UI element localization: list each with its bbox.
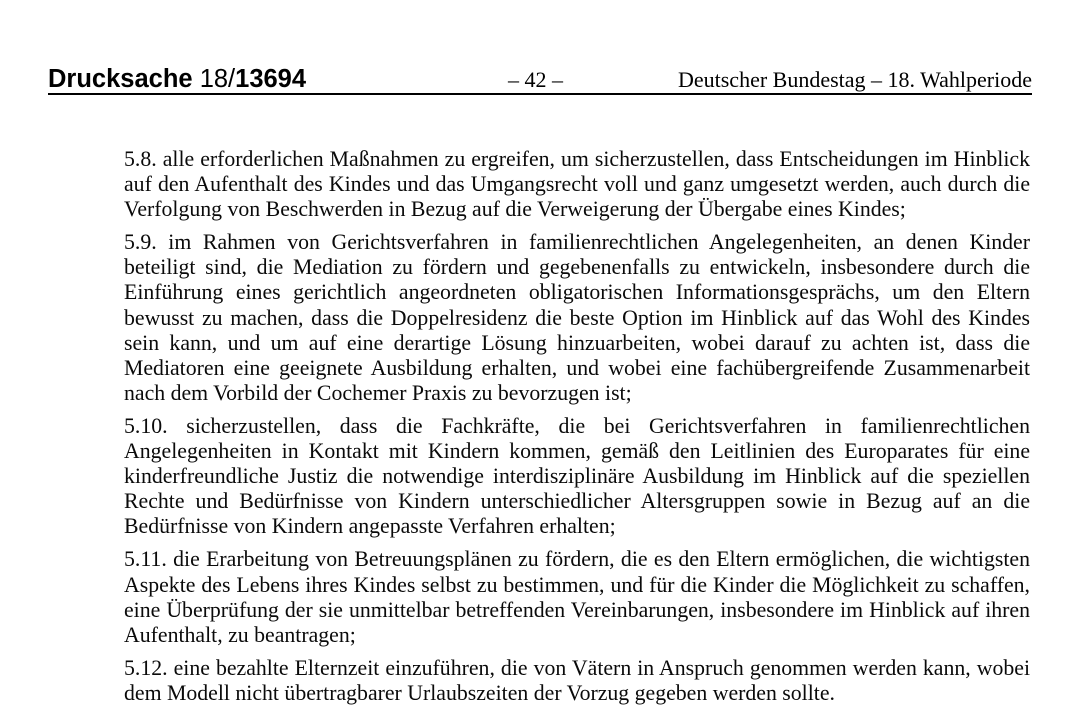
document-body	[124, 147, 1030, 706]
paragraph-line: 5.11. die Erarbeitung von Betreuungsplänen zu fördern, die es den Eltern ermöglichen, die wichtigsten	[124, 547, 1030, 572]
paragraph-line: Verfolgung von Beschwerden in Bezug auf die Verweigerung der Übergabe eines Kindes;	[124, 197, 906, 222]
paragraph-line: 5.8. alle erforderlichen Maßnahmen zu ergreifen, um sicherzustellen, dass Entscheidungen im Hinblick	[124, 147, 1030, 171]
document-label: Drucksache	[48, 65, 193, 93]
paragraph-line: nach dem Vorbild der Cochemer Praxis zu bevorzugen ist;	[124, 380, 632, 405]
paragraph-line: Mediatoren eine geeignete Ausbildung erhalten, und wobei eine fachübergreifende Zusammenarbeit	[124, 355, 1030, 380]
paragraph-5-12	[124, 656, 1030, 706]
paragraph-5-11	[124, 547, 1030, 647]
paragraph-5-8	[124, 147, 1030, 222]
paragraph-line: eine Überprüfung der sie unmittelbar betreffenden Vereinbarungen, insbesondere im Hinblick auf ihren	[124, 597, 1030, 622]
page-header	[48, 65, 1032, 94]
paragraph-line: 5.10. sicherzustellen, dass die Fachkräfte, die bei Gerichtsverfahren in familienrechtlichen	[124, 413, 1030, 438]
paragraph-line: Rechte und Bedürfnisse von Kindern unterschiedlicher Altersgruppen sowie in Bezug auf an die	[124, 489, 1030, 514]
paragraph-5-9	[124, 230, 1030, 406]
paragraph-line: dem Modell nicht übertragbarer Urlaubszeiten der Vorzug gegeben werden sollte.	[124, 680, 835, 705]
paragraph-line: Einführung eines gerichtlich angeordneten obligatorischen Informationsgesprächs, um den Eltern	[124, 280, 1030, 305]
parliament-period: Deutscher Bundestag – 18. Wahlperiode	[677, 67, 1032, 92]
page-number: – 42 –	[508, 67, 563, 92]
paragraph-line: kinderfreundliche Justiz die notwendige interdisziplinäre Ausbildung im Hinblick auf die speziellen	[124, 464, 1030, 489]
paragraph-line: sein kann, und um auf eine derartige Lösung hinzuarbeiten, wobei darauf zu achten ist, dass die	[124, 330, 1030, 355]
header-rule	[48, 93, 1032, 95]
paragraph-line: auf den Aufenthalt des Kindes und das Umgangsrecht voll und ganz umgesetzt werden, auch durch die	[124, 172, 1030, 197]
paragraph-line: Angelegenheiten in Kontakt mit Kindern kommen, gemäß den Leitlinien des Europarates für eine	[124, 439, 1030, 464]
paragraph-line: bewusst zu machen, dass die Doppelresidenz die beste Option im Hinblick auf das Wohl des Kindes	[124, 305, 1030, 330]
paragraph-line: 5.12. eine bezahlte Elternzeit einzuführen, die von Vätern in Anspruch genommen werden kann, wobei	[124, 655, 1030, 680]
paragraph-line: Bedürfnisse von Kindern angepasste Verfahren erhalten;	[124, 514, 616, 539]
paragraph-line: 5.9. im Rahmen von Gerichtsverfahren in familienrechtlichen Angelegenheiten, an denen Kinder	[124, 230, 1030, 255]
document-period: 18/	[199, 65, 236, 93]
paragraph-line: beteiligt sind, die Mediation zu fördern und gegebenenfalls zu entwickeln, insbesondere durch die	[124, 255, 1030, 280]
paragraph-line: Aspekte des Lebens ihres Kindes selbst zu bestimmen, und für die Kinder die Möglichkeit zu schaffen,	[124, 572, 1030, 597]
paragraph-5-10	[124, 414, 1030, 539]
document-number	[48, 65, 508, 93]
paragraph-line: Aufenthalt, zu beantragen;	[124, 622, 356, 647]
document-number-value: 13694	[235, 65, 307, 93]
